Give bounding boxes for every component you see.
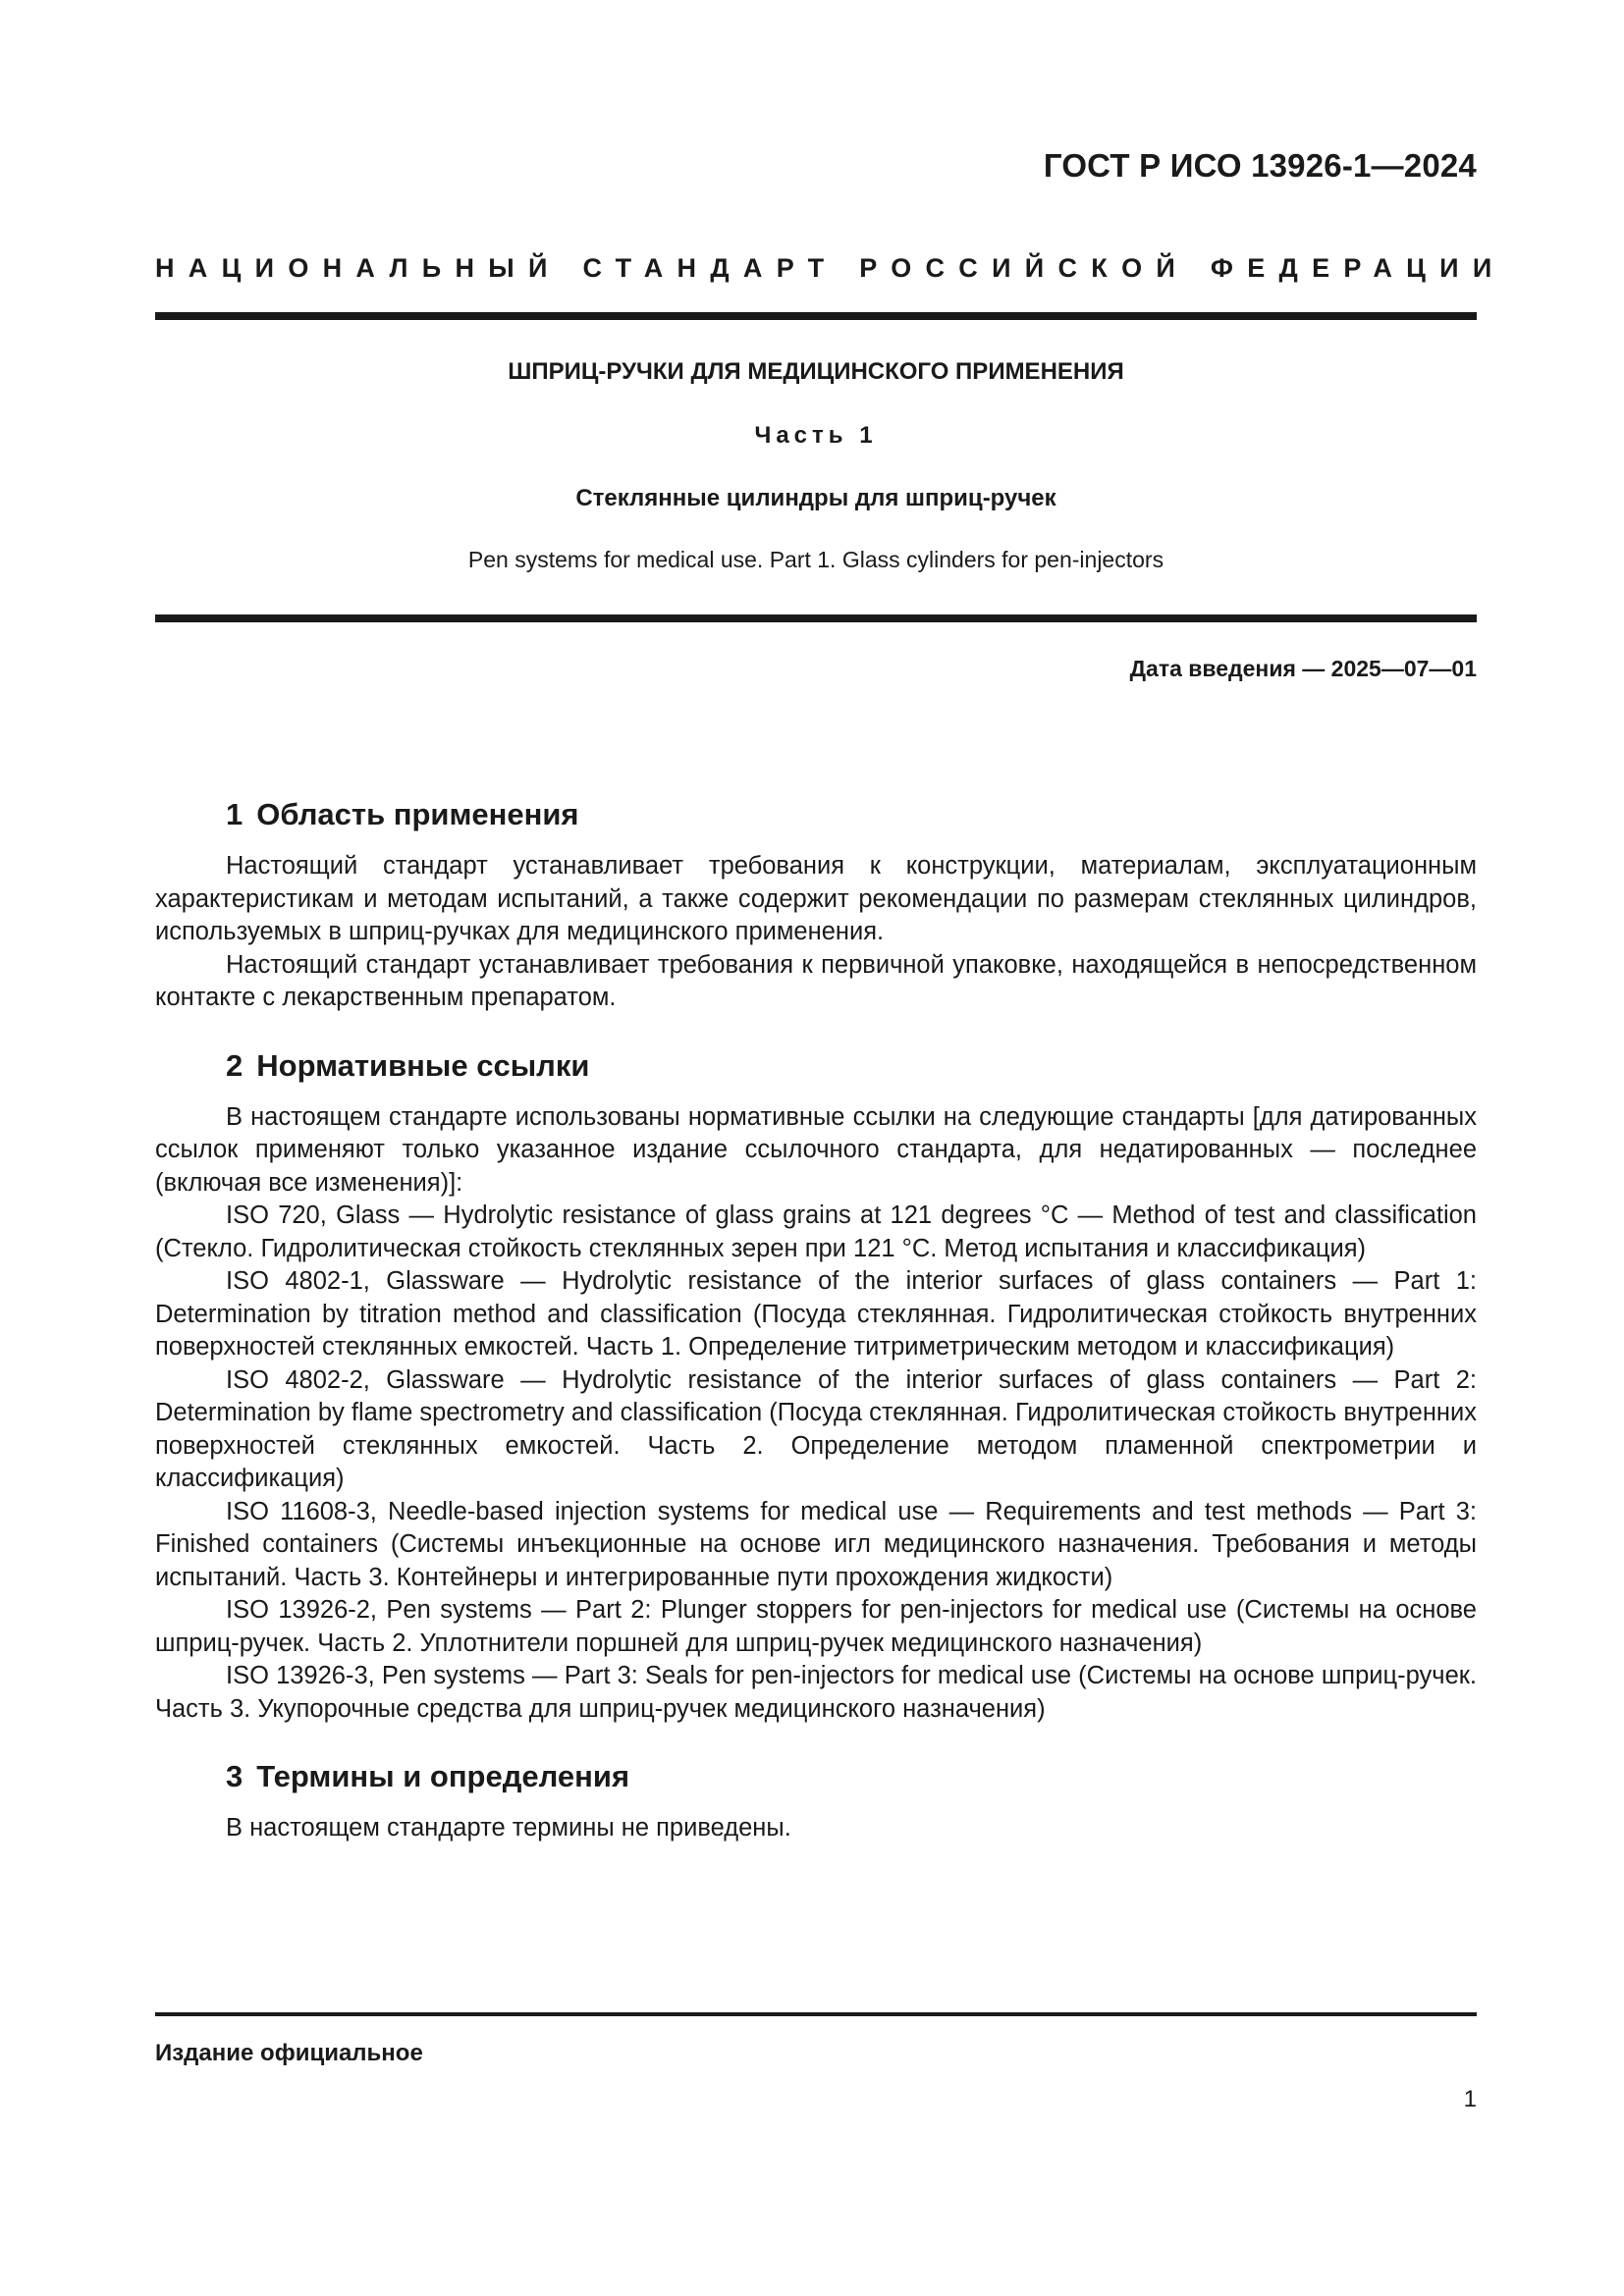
reference-item: ISO 4802-1, Glassware — Hydrolytic resistance of the interior surfaces of glass containers — Part 1: Determination by titration method and classification (Посуда стеклянная. Гидролитическая стойкость внутренних поверхностей стеклянных емкостей. Часть 1. Определение титриметрическим методом и классификация) xyxy=(155,1267,1477,1361)
section-title: Термины и определения xyxy=(256,1759,630,1793)
section-heading xyxy=(155,1048,1477,1084)
section-terms xyxy=(155,1759,1477,1845)
page-number: 1 xyxy=(1463,2086,1477,2112)
reference-item: ISO 4802-2, Glassware — Hydrolytic resistance of the interior surfaces of glass containers — Part 2: Determination by flame spectrometry and classification (Посуда стеклянная. Гидролитическая стойкость внутренних поверхностей стеклянных емкостей. Часть 2. Определение методом пламенной спектрометрии и классификация) xyxy=(155,1365,1477,1492)
section-scope xyxy=(155,797,1477,1015)
section-normative-references xyxy=(155,1048,1477,1727)
section-title: Нормативные ссылки xyxy=(256,1047,590,1083)
footer-divider xyxy=(155,2012,1477,2016)
paragraph: Настоящий стандарт устанавливает требования к конструкции, материалам, эксплуатационным характеристикам и методам испытаний, а также содержит рекомендации по размерам стеклянных цилиндров, используемых в шприц-ручках для медицинского применения. xyxy=(155,852,1477,945)
paragraph: Настоящий стандарт устанавливает требования к первичной упаковке, находящейся в непосредственном контакте с лекарственным препаратом. xyxy=(155,950,1477,1011)
reference-item: ISO 720, Glass — Hydrolytic resistance of glass grains at 121 degrees °C — Method of test and classification (Стекло. Гидролитическая стойкость стеклянных зерен при 121 °C. Метод испытания и классификация) xyxy=(155,1201,1477,1262)
introduction-date: Дата введения — 2025—07—01 xyxy=(1129,656,1477,681)
standard-number: ГОСТ Р ИСО 13926-1—2024 xyxy=(1043,147,1477,184)
national-standard-title: НАЦИОНАЛЬНЫЙ СТАНДАРТ РОССИЙСКОЙ ФЕДЕРАЦИИ xyxy=(155,253,1506,283)
reference-item: ISO 11608-3, Needle-based injection systems for medical use — Requirements and test methods — Part 3: Finished containers (Системы инъекционные на основе игл медицинского назначения. Требования и методы испытаний. Часть 3. Контейнеры и интегрированные пути прохождения жидкости) xyxy=(155,1497,1477,1591)
top-divider xyxy=(155,312,1477,320)
section-number: 3 xyxy=(226,1759,244,1793)
section-number: 1 xyxy=(226,797,244,831)
document-body xyxy=(155,797,1477,1879)
english-title: Pen systems for medical use. Part 1. Glass cylinders for pen-injectors xyxy=(467,547,1164,572)
section-title: Область применения xyxy=(256,797,579,831)
official-edition-label: Издание официальное xyxy=(155,2040,423,2066)
paragraph: В настоящем стандарте использованы нормативные ссылки на следующие стандарты [для датированных ссылок применяют только указанное издание ссылочного стандарта, для недатированных — последнее (включая все изменения)]: xyxy=(155,1102,1477,1197)
part-title: Стеклянные цилиндры для шприц-ручек xyxy=(575,485,1056,511)
reference-item: ISO 13926-3, Pen systems — Part 3: Seals for pen-injectors for medical use (Системы на основе шприц-ручек. Часть 3. Укупорочные средства для шприц-ручек медицинского назначения) xyxy=(155,1662,1477,1723)
section-heading xyxy=(155,797,1477,832)
reference-item: ISO 13926-2, Pen systems — Part 2: Plunger stoppers for pen-injectors for medical use (Системы на основе шприц-ручек. Часть 2. Уплотнители поршней для шприц-ручек медицинского назначения) xyxy=(155,1596,1477,1657)
paragraph: В настоящем стандарте термины не приведены. xyxy=(226,1814,791,1842)
part-label: Часть 1 xyxy=(754,422,878,449)
section-heading xyxy=(155,1759,1477,1794)
title-divider xyxy=(155,614,1477,622)
section-number: 2 xyxy=(226,1047,244,1083)
document-title: ШПРИЦ-РУЧКИ ДЛЯ МЕДИЦИНСКОГО ПРИМЕНЕНИЯ xyxy=(508,358,1124,385)
